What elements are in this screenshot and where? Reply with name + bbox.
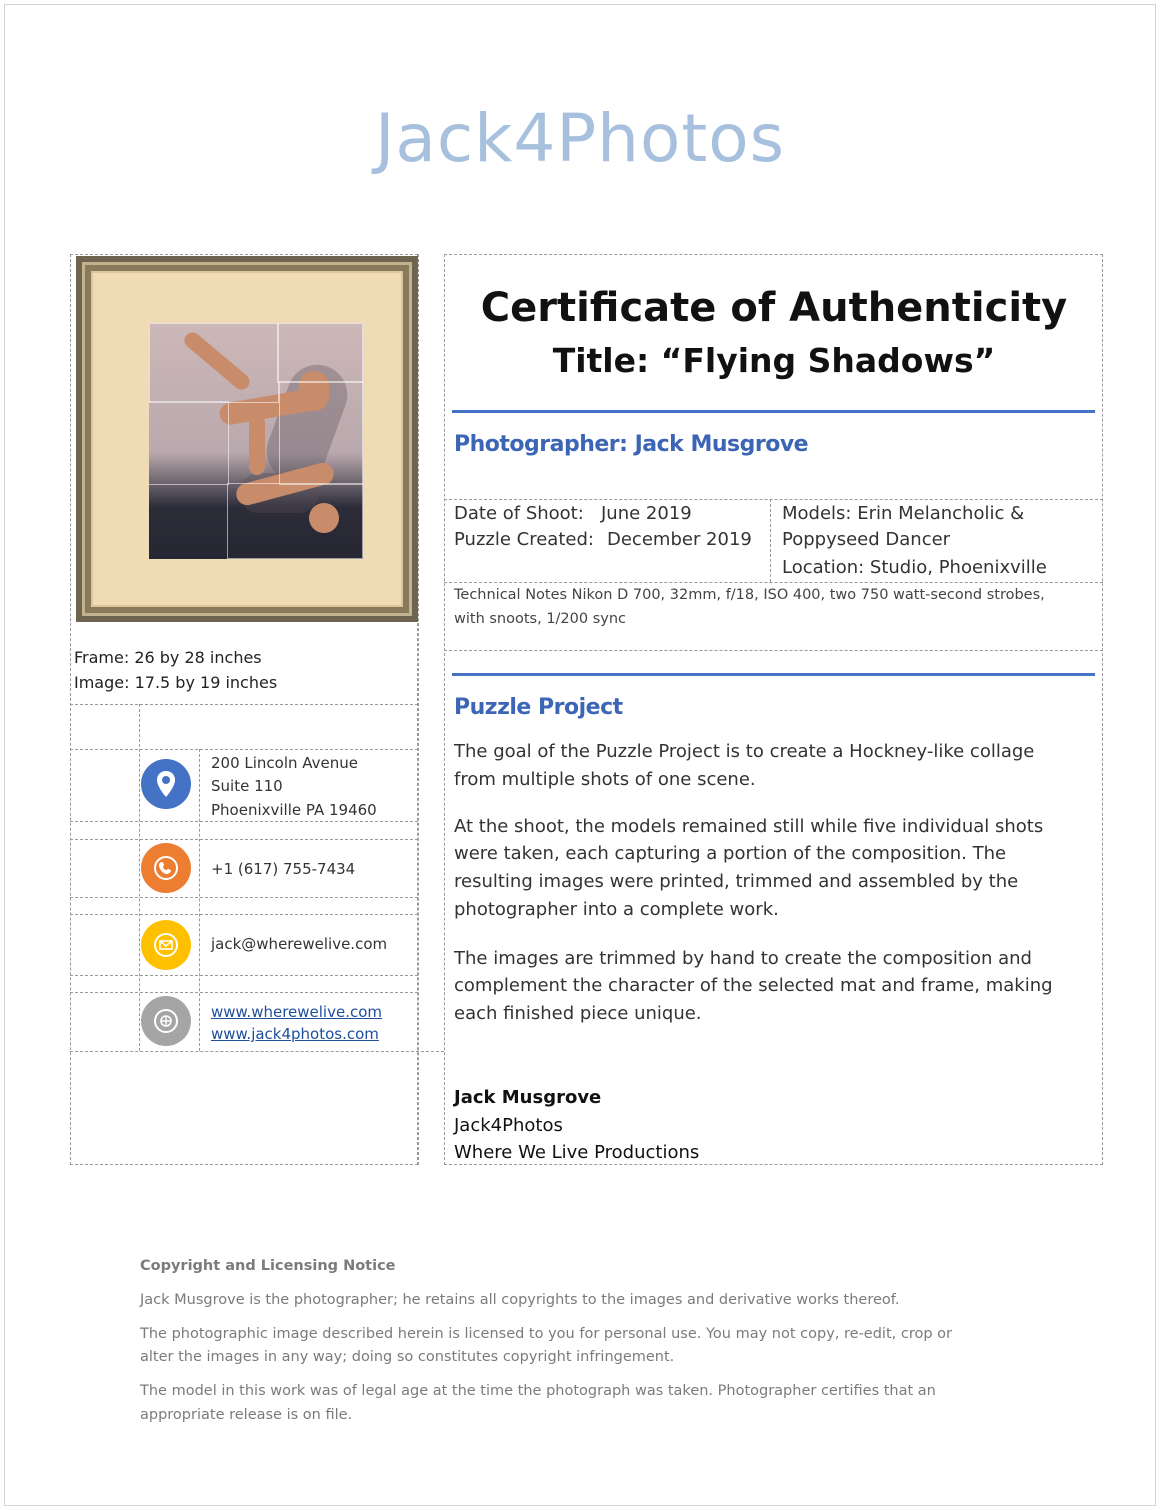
phone-icon	[141, 843, 191, 893]
puzzle-paragraph-1-line-1: The goal of the Puzzle Project is to create a Hockney-like collage	[454, 741, 1035, 762]
grid-line	[444, 650, 1103, 651]
email-icon	[141, 920, 191, 970]
web-icon	[141, 996, 191, 1046]
puzzle-paragraph-2-line-2: were taken, each capturing a portion of the composition. The	[454, 843, 1007, 864]
email-address[interactable]: jack@wherewelive.com	[211, 935, 388, 953]
image-size: Image: 17.5 by 19 inches	[74, 673, 278, 692]
puzzle-created-label: Puzzle Created:	[454, 529, 594, 550]
grid-line	[70, 839, 418, 840]
date-of-shoot-value: June 2019	[601, 503, 692, 524]
frame-size: Frame: 26 by 28 inches	[74, 648, 262, 667]
address-line-2: Suite 110	[211, 777, 283, 795]
grid-line	[70, 992, 418, 993]
date-of-shoot-label: Date of Shoot:	[454, 503, 584, 524]
puzzle-paragraph-3-line-2: complement the character of the selected mat and frame, making	[454, 975, 1053, 996]
grid-line	[70, 749, 418, 750]
puzzle-paragraph-2-line-4: photographer into a complete work.	[454, 899, 779, 920]
grid-line	[199, 749, 200, 1051]
photographer-heading: Photographer: Jack Musgrove	[454, 432, 809, 457]
header-rule	[452, 410, 1095, 413]
logo: Jack4Photos	[374, 100, 786, 177]
framed-artwork-image	[76, 256, 418, 622]
phone-number: +1 (617) 755-7434	[211, 860, 356, 878]
grid-line	[70, 975, 418, 976]
copyright-heading: Copyright and Licensing Notice	[140, 1258, 396, 1274]
grid-line	[770, 499, 771, 582]
puzzle-paragraph-3-line-3: each finished piece unique.	[454, 1003, 702, 1024]
grid-line	[70, 897, 418, 898]
technical-notes-line-2: with snoots, 1/200 sync	[454, 611, 627, 627]
copyright-paragraph-3-line-2: appropriate release is on file.	[140, 1407, 353, 1423]
grid-line	[70, 1051, 444, 1052]
models-line-2: Poppyseed Dancer	[782, 529, 951, 550]
puzzle-paragraph-2-line-1: At the shoot, the models remained still while five individual shots	[454, 816, 1044, 837]
copyright-paragraph-3-line-1: The model in this work was of legal age at the time the photograph was taken. Photographer certifies that an	[140, 1383, 936, 1399]
grid-line	[139, 704, 140, 1051]
puzzle-rule	[452, 673, 1095, 676]
signature-name: Jack Musgrove	[454, 1087, 602, 1108]
column-gap-line	[418, 254, 419, 1165]
grid-line	[70, 914, 418, 915]
models-line-1: Models: Erin Melancholic &	[782, 503, 1025, 524]
grid-line	[70, 704, 418, 705]
artwork-title: Title: “Flying Shadows”	[552, 341, 996, 380]
copyright-paragraph-1: Jack Musgrove is the photographer; he retains all copyrights to the images and derivative works thereof.	[140, 1292, 900, 1308]
puzzle-heading: Puzzle Project	[454, 695, 623, 720]
address-line-1: 200 Lincoln Avenue	[211, 754, 359, 772]
address-line-3: Phoenixville PA 19460	[211, 801, 377, 819]
signature-company: Jack4Photos	[454, 1115, 563, 1136]
certificate-heading: Certificate of Authenticity	[480, 285, 1068, 331]
website-link-2[interactable]: www.jack4photos.com	[211, 1025, 379, 1043]
signature-production: Where We Live Productions	[454, 1142, 700, 1163]
puzzle-paragraph-1-line-2: from multiple shots of one scene.	[454, 769, 756, 790]
mat	[91, 271, 403, 607]
copyright-paragraph-2-line-2: alter the images in any way; doing so constitutes copyright infringement.	[140, 1349, 675, 1365]
website-link-1[interactable]: www.wherewelive.com	[211, 1003, 383, 1021]
location: Location: Studio, Phoenixville	[782, 557, 1047, 578]
location-icon	[141, 759, 191, 809]
puzzle-created-value: December 2019	[607, 529, 752, 550]
collage-photo	[149, 323, 363, 559]
puzzle-paragraph-2-line-3: resulting images were printed, trimmed and assembled by the	[454, 871, 1019, 892]
puzzle-paragraph-3-line-1: The images are trimmed by hand to create the composition and	[454, 948, 1032, 969]
copyright-paragraph-2-line-1: The photographic image described herein is licensed to you for personal use. You may not copy, re-edit, crop or	[140, 1326, 952, 1342]
technical-notes-line-1: Technical Notes Nikon D 700, 32mm, f/18, ISO 400, two 750 watt-second strobes,	[454, 587, 1045, 603]
